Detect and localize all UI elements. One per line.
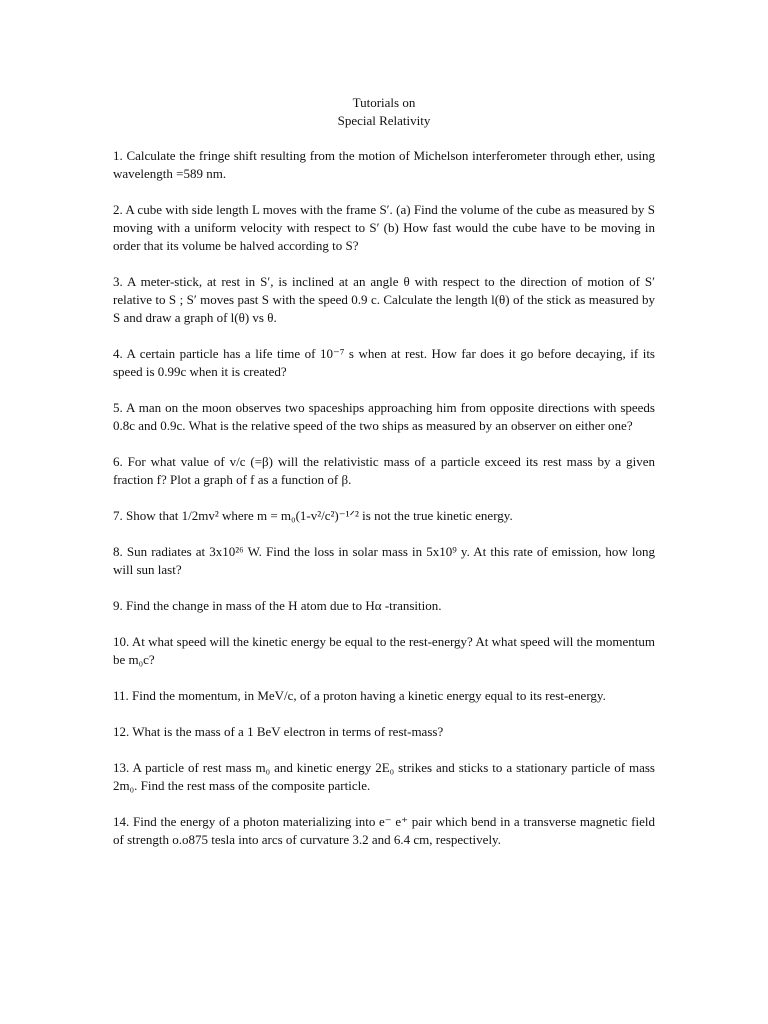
question-13-number: 13. [113, 760, 130, 775]
question-9 [113, 597, 655, 615]
question-4 [113, 345, 655, 381]
title-line-1: Tutorials on [352, 95, 416, 110]
question-7-text: Show that 1/2mv² where m = m₀(1-v²/c²)⁻¹ᐟ² is not the true kinetic energy. [126, 508, 513, 523]
question-2-number: 2. [113, 202, 123, 217]
question-4-text: A certain particle has a life time of 10⁻⁷ s when at rest. How far does it go before decaying, if its speed is 0.99c when it is created? [113, 346, 655, 379]
question-7-number: 7. [113, 508, 123, 523]
question-14 [113, 813, 655, 849]
question-10-number: 10. [113, 634, 130, 649]
question-1-text: Calculate the fringe shift resulting from the motion of Michelson interferometer through ether, using wavelength =589 nm. [113, 148, 655, 181]
question-9-number: 9. [113, 598, 123, 613]
question-5-number: 5. [113, 400, 123, 415]
question-5-text: A man on the moon observes two spaceships approaching him from opposite directions with speeds 0.8c and 0.9c. What is the relative speed of the two ships as measured by an observer on either one? [113, 400, 655, 433]
question-3 [113, 273, 655, 327]
question-14-number: 14. [113, 814, 130, 829]
question-4-number: 4. [113, 346, 123, 361]
question-7 [113, 507, 655, 525]
question-11 [113, 687, 655, 705]
question-list [113, 147, 655, 849]
question-3-text: A meter-stick, at rest in S′, is inclined at an angle θ with respect to the direction of motion of S′ relative to S ; S′ moves past S with the speed 0.9 c. Calculate the length l(θ) of the stick as measured by S and draw a graph of l(θ) vs θ. [113, 274, 655, 325]
question-8 [113, 543, 655, 579]
question-1-number: 1. [113, 148, 123, 163]
question-2-text: A cube with side length L moves with the frame S′. (a) Find the volume of the cube as measured by S moving with a uniform velocity with respect to S′ (b) How fast would the cube have to be moving in order that its volume be halved according to S? [113, 202, 655, 253]
question-13 [113, 759, 655, 795]
question-11-number: 11. [113, 688, 129, 703]
question-5 [113, 399, 655, 435]
question-9-text: Find the change in mass of the H atom due to Hα -transition. [126, 598, 442, 613]
question-3-number: 3. [113, 274, 123, 289]
question-12-text: What is the mass of a 1 BeV electron in terms of rest-mass? [132, 724, 444, 739]
question-10 [113, 633, 655, 669]
question-6-text: For what value of v/c (=β) will the relativistic mass of a particle exceed its rest mass by a given fraction f? Plot a graph of f as a function of β. [113, 454, 655, 487]
question-13-text: A particle of rest mass m₀ and kinetic energy 2E₀ strikes and sticks to a stationary particle of mass 2m₀. Find the rest mass of the composite particle. [113, 760, 655, 793]
question-6-number: 6. [113, 454, 123, 469]
question-12-number: 12. [113, 724, 130, 739]
question-14-text: Find the energy of a photon materializing into e⁻ e⁺ pair which bend in a transverse magnetic field of strength o.o875 tesla into arcs of curvature 3.2 and 6.4 cm, respectively. [113, 814, 656, 847]
question-10-text: At what speed will the kinetic energy be equal to the rest-energy? At what speed will the momentum be m₀c? [113, 634, 655, 667]
document-title [0, 94, 768, 130]
question-1 [113, 147, 655, 183]
question-8-text: Sun radiates at 3x10²⁶ W. Find the loss in solar mass in 5x10⁹ y. At this rate of emission, how long will sun last? [113, 544, 656, 577]
question-12 [113, 723, 655, 741]
question-6 [113, 453, 655, 489]
question-11-text: Find the momentum, in MeV/c, of a proton having a kinetic energy equal to its rest-energy. [132, 688, 606, 703]
title-line-2: Special Relativity [337, 113, 431, 128]
question-8-number: 8. [113, 544, 123, 559]
question-2 [113, 201, 655, 255]
